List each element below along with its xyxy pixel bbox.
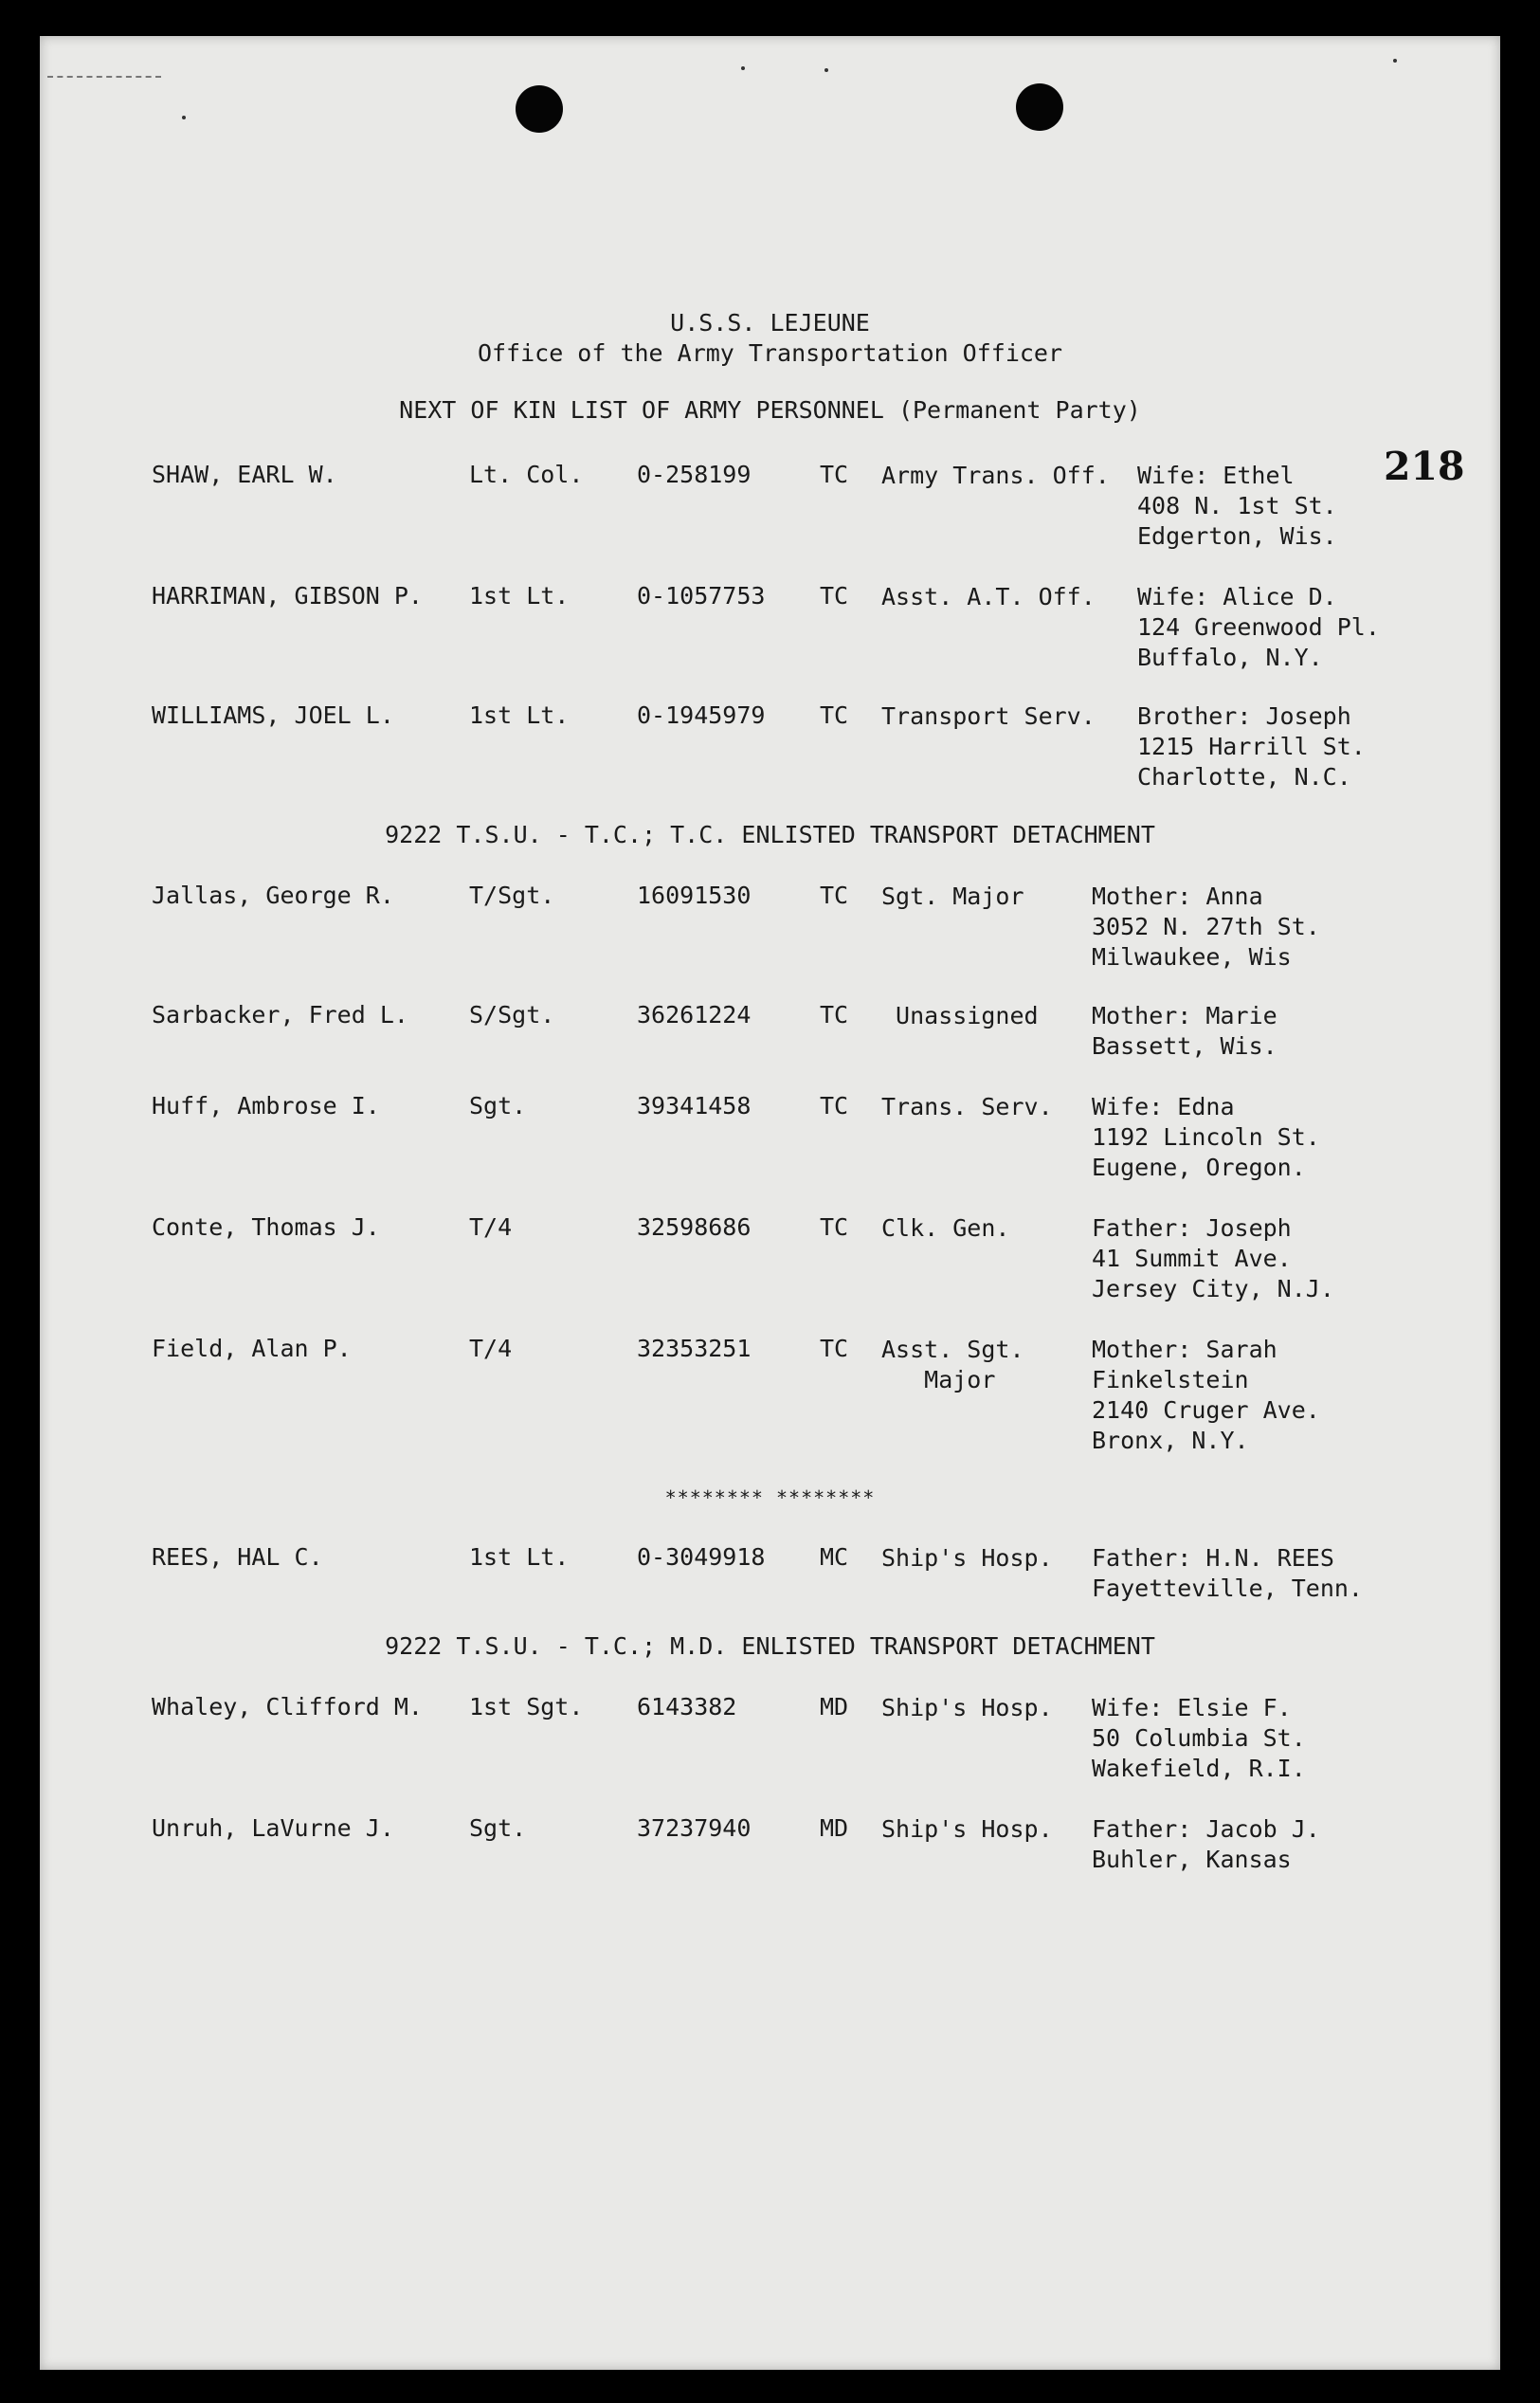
rank-cell: T/4 <box>469 1335 513 1362</box>
duty-line: Unassigned <box>881 1002 1039 1029</box>
kin-line: Eugene, Oregon. <box>1092 1154 1306 1181</box>
kin-line: Fayetteville, Tenn. <box>1092 1575 1363 1602</box>
duty-line: Army Trans. Off. <box>881 462 1110 489</box>
serial-cell: 39341458 <box>637 1092 752 1120</box>
ink-speck <box>182 116 186 119</box>
section-heading-md: 9222 T.S.U. - T.C.; M.D. ENLISTED TRANSPORT DETACHMENT <box>385 1632 1155 1660</box>
kin-line: 408 N. 1st St. <box>1137 492 1337 519</box>
rank-cell: 1st Lt. <box>469 1543 570 1571</box>
corps-cell: MD <box>820 1814 849 1842</box>
kin-line: Mother: Marie <box>1092 1002 1277 1029</box>
name-cell: Jallas, George R. <box>152 882 394 909</box>
corps-cell: TC <box>820 1213 849 1241</box>
name-cell: Sarbacker, Fred L. <box>152 1001 408 1029</box>
separator-stars: ******** ******** <box>664 1486 876 1509</box>
list-title: NEXT OF KIN LIST OF ARMY PERSONNEL (Permanent Party) <box>399 396 1141 424</box>
name-cell: Field, Alan P. <box>152 1335 352 1362</box>
name-cell: WILLIAMS, JOEL L. <box>152 701 394 729</box>
rank-cell: T/Sgt. <box>469 882 555 909</box>
kin-line: 124 Greenwood Pl. <box>1137 613 1380 641</box>
kin-line: Wife: Edna <box>1092 1093 1235 1120</box>
duty-cell <box>881 882 1024 912</box>
rank-cell: T/4 <box>469 1213 513 1241</box>
corps-cell: TC <box>820 1092 849 1120</box>
duty-cell <box>881 1693 1053 1723</box>
kin-line: Father: Joseph <box>1092 1214 1292 1242</box>
duty-line: Ship's Hosp. <box>881 1694 1053 1721</box>
duty-cell <box>881 461 1110 491</box>
serial-cell: 6143382 <box>637 1693 737 1720</box>
kin-line: Buhler, Kansas <box>1092 1846 1292 1873</box>
duty-cell <box>881 1001 1039 1031</box>
corps-cell: TC <box>820 1335 849 1362</box>
corps-cell: MC <box>820 1543 849 1571</box>
kin-line: Buffalo, N.Y. <box>1137 644 1323 671</box>
name-cell: Whaley, Clifford M. <box>152 1693 423 1720</box>
kin-line: Milwaukee, Wis <box>1092 943 1292 971</box>
name-cell: Conte, Thomas J. <box>152 1213 380 1241</box>
name-cell: REES, HAL C. <box>152 1543 323 1571</box>
kin-line: Mother: Anna <box>1092 883 1263 910</box>
corps-cell: TC <box>820 701 849 729</box>
serial-cell: 32598686 <box>637 1213 752 1241</box>
corps-cell: TC <box>820 582 849 610</box>
kin-line: Bassett, Wis. <box>1092 1032 1277 1060</box>
next-of-kin-cell <box>1137 461 1337 552</box>
duty-cell <box>881 701 1096 732</box>
ink-speck <box>741 66 745 70</box>
rank-cell: Sgt. <box>469 1814 527 1842</box>
next-of-kin-cell <box>1092 1814 1320 1875</box>
duty-line: Major <box>881 1366 996 1393</box>
duty-line: Asst. A.T. Off. <box>881 583 1096 610</box>
serial-cell: 0-3049918 <box>637 1543 766 1571</box>
next-of-kin-cell <box>1092 1213 1334 1304</box>
rank-cell: 1st Sgt. <box>469 1693 584 1720</box>
ink-speck <box>1393 59 1397 63</box>
corps-cell: TC <box>820 1001 849 1029</box>
punch-hole-left <box>516 85 563 133</box>
kin-line: Mother: Sarah <box>1092 1336 1277 1363</box>
serial-cell: 32353251 <box>637 1335 752 1362</box>
duty-cell <box>881 1335 1024 1395</box>
punch-hole-right <box>1016 83 1063 131</box>
kin-line: 1192 Lincoln St. <box>1092 1123 1320 1151</box>
next-of-kin-cell <box>1092 882 1320 973</box>
rank-cell: Sgt. <box>469 1092 527 1120</box>
next-of-kin-cell <box>1092 1543 1363 1604</box>
name-cell: HARRIMAN, GIBSON P. <box>152 582 423 610</box>
duty-line: Ship's Hosp. <box>881 1815 1053 1843</box>
duty-cell <box>881 1213 1009 1244</box>
duty-cell <box>881 582 1096 612</box>
next-of-kin-cell <box>1092 1092 1320 1183</box>
duty-line: Sgt. Major <box>881 883 1024 910</box>
serial-cell: 0-1945979 <box>637 701 766 729</box>
kin-line: Wife: Ethel <box>1137 462 1295 489</box>
kin-line: 2140 Cruger Ave. <box>1092 1396 1320 1424</box>
duty-line: Asst. Sgt. <box>881 1336 1024 1363</box>
kin-line: Bronx, N.Y. <box>1092 1427 1249 1454</box>
duty-cell <box>881 1092 1053 1122</box>
duty-line: Ship's Hosp. <box>881 1544 1053 1572</box>
next-of-kin-cell <box>1092 1001 1277 1062</box>
kin-line: Brother: Joseph <box>1137 702 1351 730</box>
next-of-kin-cell <box>1137 582 1380 673</box>
ship-name: U.S.S. LEJEUNE <box>670 309 870 337</box>
kin-line: 50 Columbia St. <box>1092 1724 1306 1752</box>
name-cell: Huff, Ambrose I. <box>152 1092 380 1120</box>
office-name: Office of the Army Transportation Officer <box>477 339 1063 367</box>
duty-line: Trans. Serv. <box>881 1093 1053 1120</box>
kin-line: Edgerton, Wis. <box>1137 522 1337 550</box>
serial-cell: 37237940 <box>637 1814 752 1842</box>
duty-cell <box>881 1814 1053 1845</box>
document-page <box>40 36 1500 2370</box>
name-cell: Unruh, LaVurne J. <box>152 1814 394 1842</box>
kin-line: 3052 N. 27th St. <box>1092 913 1320 940</box>
duty-line: Transport Serv. <box>881 702 1096 730</box>
next-of-kin-cell <box>1137 701 1366 792</box>
kin-line: Wife: Elsie F. <box>1092 1694 1292 1721</box>
corps-cell: MD <box>820 1693 849 1720</box>
ink-speck <box>824 68 828 72</box>
corner-mark <box>47 76 161 82</box>
kin-line: Father: H.N. REES <box>1092 1544 1334 1572</box>
kin-line: Father: Jacob J. <box>1092 1815 1320 1843</box>
name-cell: SHAW, EARL W. <box>152 461 337 488</box>
kin-line: Wakefield, R.I. <box>1092 1755 1306 1782</box>
next-of-kin-cell <box>1092 1693 1306 1784</box>
serial-cell: 36261224 <box>637 1001 752 1029</box>
corps-cell: TC <box>820 882 849 909</box>
kin-line: Wife: Alice D. <box>1137 583 1337 610</box>
serial-cell: 0-258199 <box>637 461 752 488</box>
kin-line: 1215 Harrill St. <box>1137 733 1366 760</box>
kin-line: Charlotte, N.C. <box>1137 763 1351 791</box>
rank-cell: Lt. Col. <box>469 461 584 488</box>
rank-cell: S/Sgt. <box>469 1001 555 1029</box>
serial-cell: 0-1057753 <box>637 582 766 610</box>
duty-cell <box>881 1543 1053 1574</box>
corps-cell: TC <box>820 461 849 488</box>
section-heading-tc: 9222 T.S.U. - T.C.; T.C. ENLISTED TRANSPORT DETACHMENT <box>385 821 1155 848</box>
rank-cell: 1st Lt. <box>469 701 570 729</box>
serial-cell: 16091530 <box>637 882 752 909</box>
kin-line: Finkelstein <box>1092 1366 1249 1393</box>
duty-line: Clk. Gen. <box>881 1214 1010 1242</box>
kin-line: 41 Summit Ave. <box>1092 1245 1292 1272</box>
page-number: 218 <box>1384 444 1465 489</box>
rank-cell: 1st Lt. <box>469 582 570 610</box>
kin-line: Jersey City, N.J. <box>1092 1275 1334 1302</box>
next-of-kin-cell <box>1092 1335 1320 1456</box>
